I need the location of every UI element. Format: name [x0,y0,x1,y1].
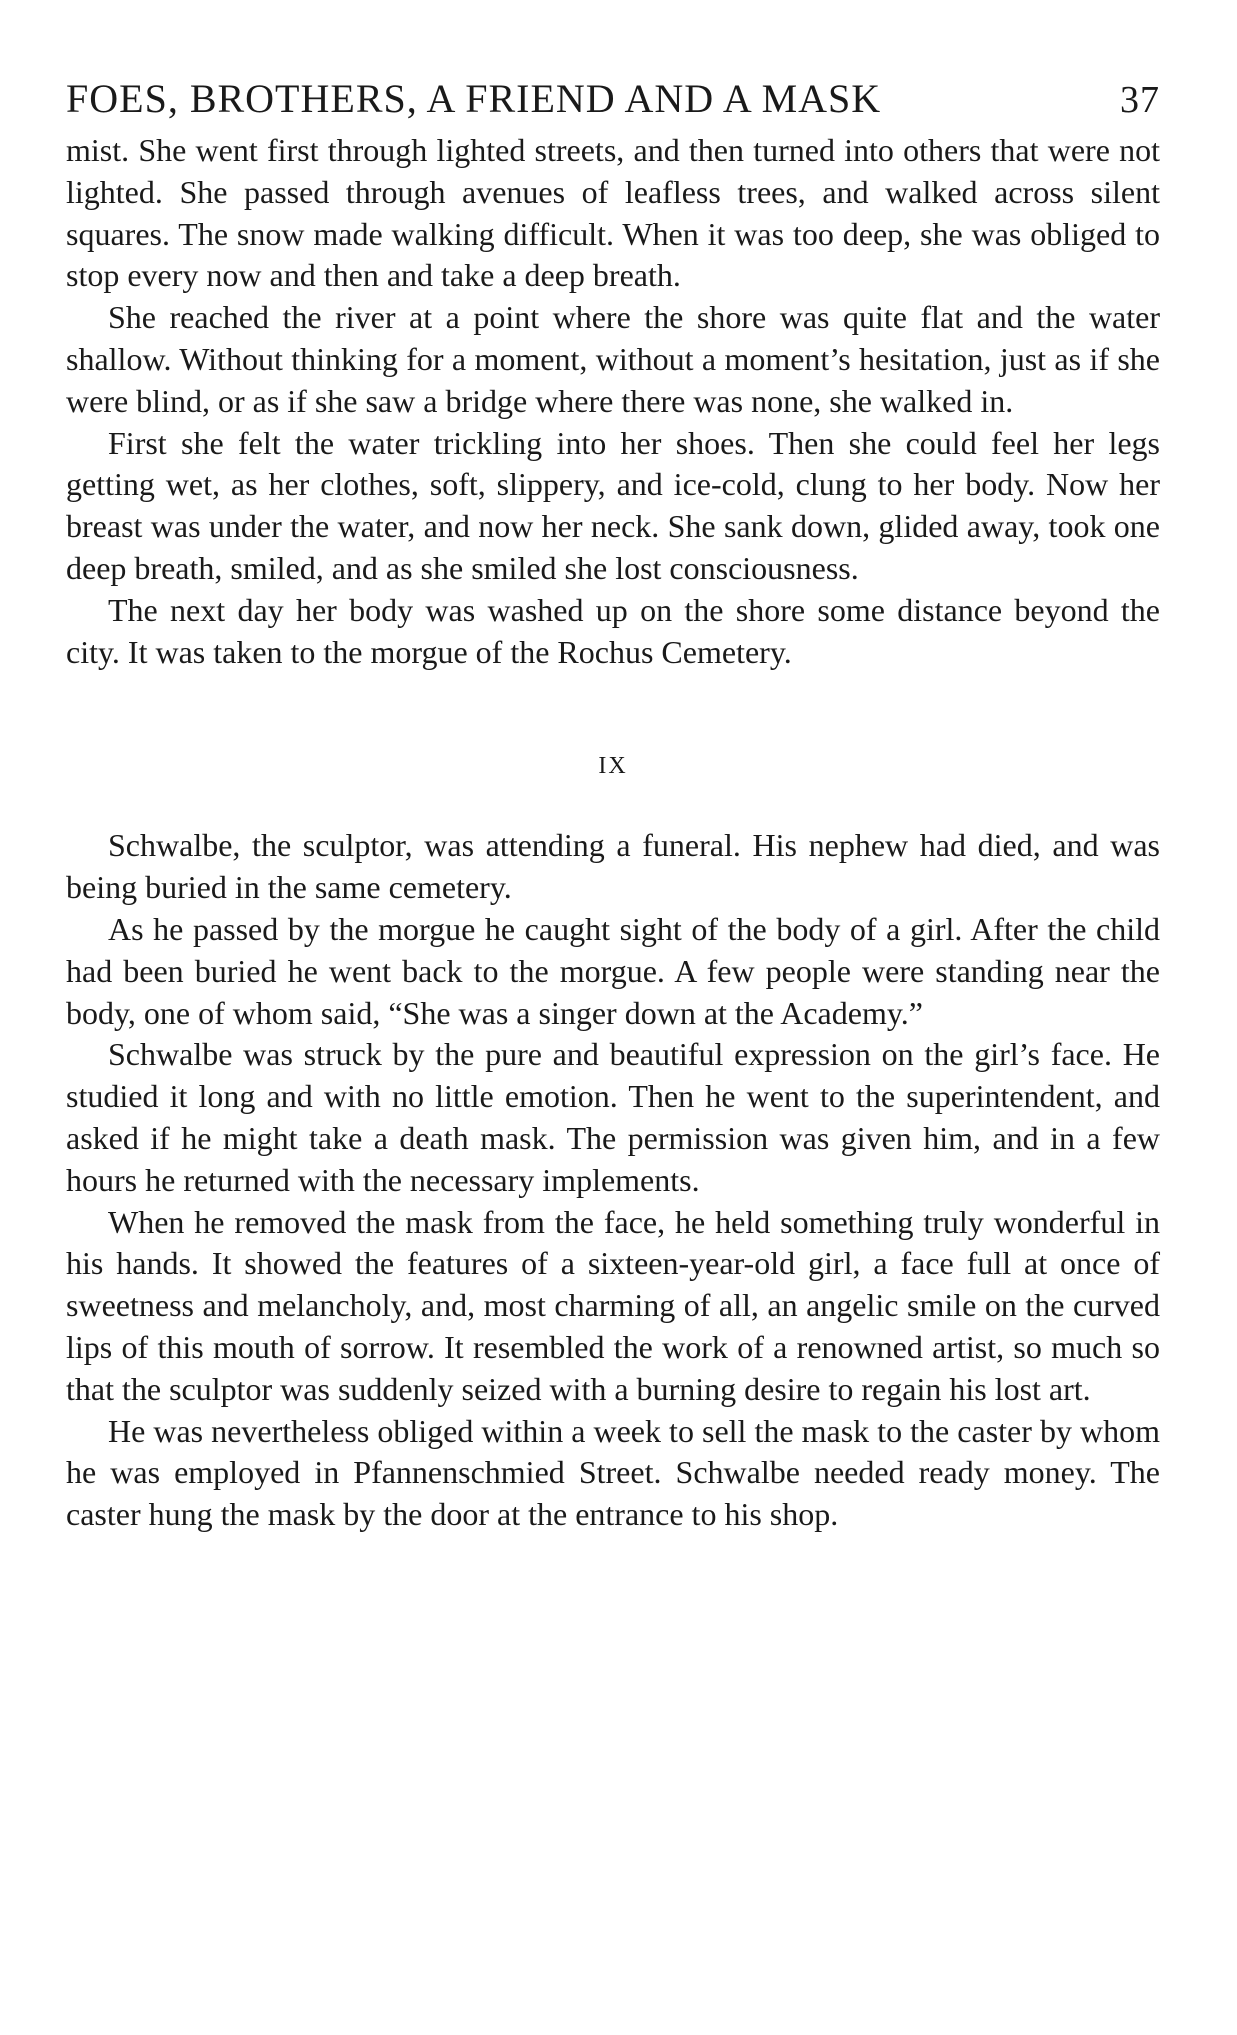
paragraph: He was nevertheless obliged within a week to sell the mask to the caster by whom he was employed in Pfannenschmied Street. Schwalbe needed ready money. The caster hung the mask by the door at the entrance to his shop. [66,1412,1160,1533]
running-header [66,70,1160,128]
paragraph: As he passed by the morgue he caught sight of the body of a girl. After the child had been buried he went back to the morgue. A few people were standing near the body, one of whom said, “She was a singer down at the Academy.” [66,910,1160,1031]
paragraph: First she felt the water trickling into her shoes. Then she could feel her legs getting wet, as her clothes, soft, slippery, and ice-cold, clung to her body. Now her breast was under the water, and now her neck. She sank down, glided away, took one deep breath, smiled, and as she smiled she lost consciousness. [66,424,1160,586]
paragraph-continued: mist. She went first through lighted streets, and then turned into others that were not lighted. She passed through avenues of leafless trees, and walked across silent squares. The snow made walking difficult. When it was too deep, she was obliged to stop every now and then and take a deep breath. [66,132,1160,294]
page-number: 37 [1120,79,1160,121]
paragraph: When he removed the mask from the face, he held something truly wonderful in his hands. It showed the features of a sixteen-year-old girl, a face full at once of sweetness and melancholy, and, most charming of all, an angelic smile on the curved lips of this mouth of sorrow. It resembled the work of a renowned artist, so much so that the sculptor was suddenly seized with a burning desire to regain his lost art. [66,1203,1160,1407]
section-heading: IX [598,753,628,780]
main-text [66,130,1160,1536]
paragraph: Schwalbe, the sculptor, was attending a funeral. His nephew had died, and was being buried in the same cemetery. [66,827,1160,906]
paragraph: Schwalbe was struck by the pure and beautiful expression on the girl’s face. He studied it long and with no little emotion. Then he went to the superintendent, and asked if he might take a death mask. The permission was given him, and in a few hours he returned with the necessary implements. [66,1036,1160,1198]
book-page [66,70,1160,1536]
paragraph: She reached the river at a point where the shore was quite flat and the water shallow. Without thinking for a moment, without a moment’s hesitation, just as if she were blind, or as if she saw a bridge where there was none, she walked in. [66,299,1160,419]
paragraph: The next day her body was washed up on the shore some distance beyond the city. It was taken to the morgue of the Rochus Cemetery. [66,591,1160,670]
running-title: FOES, BROTHERS, A FRIEND AND A MASK [66,76,882,121]
